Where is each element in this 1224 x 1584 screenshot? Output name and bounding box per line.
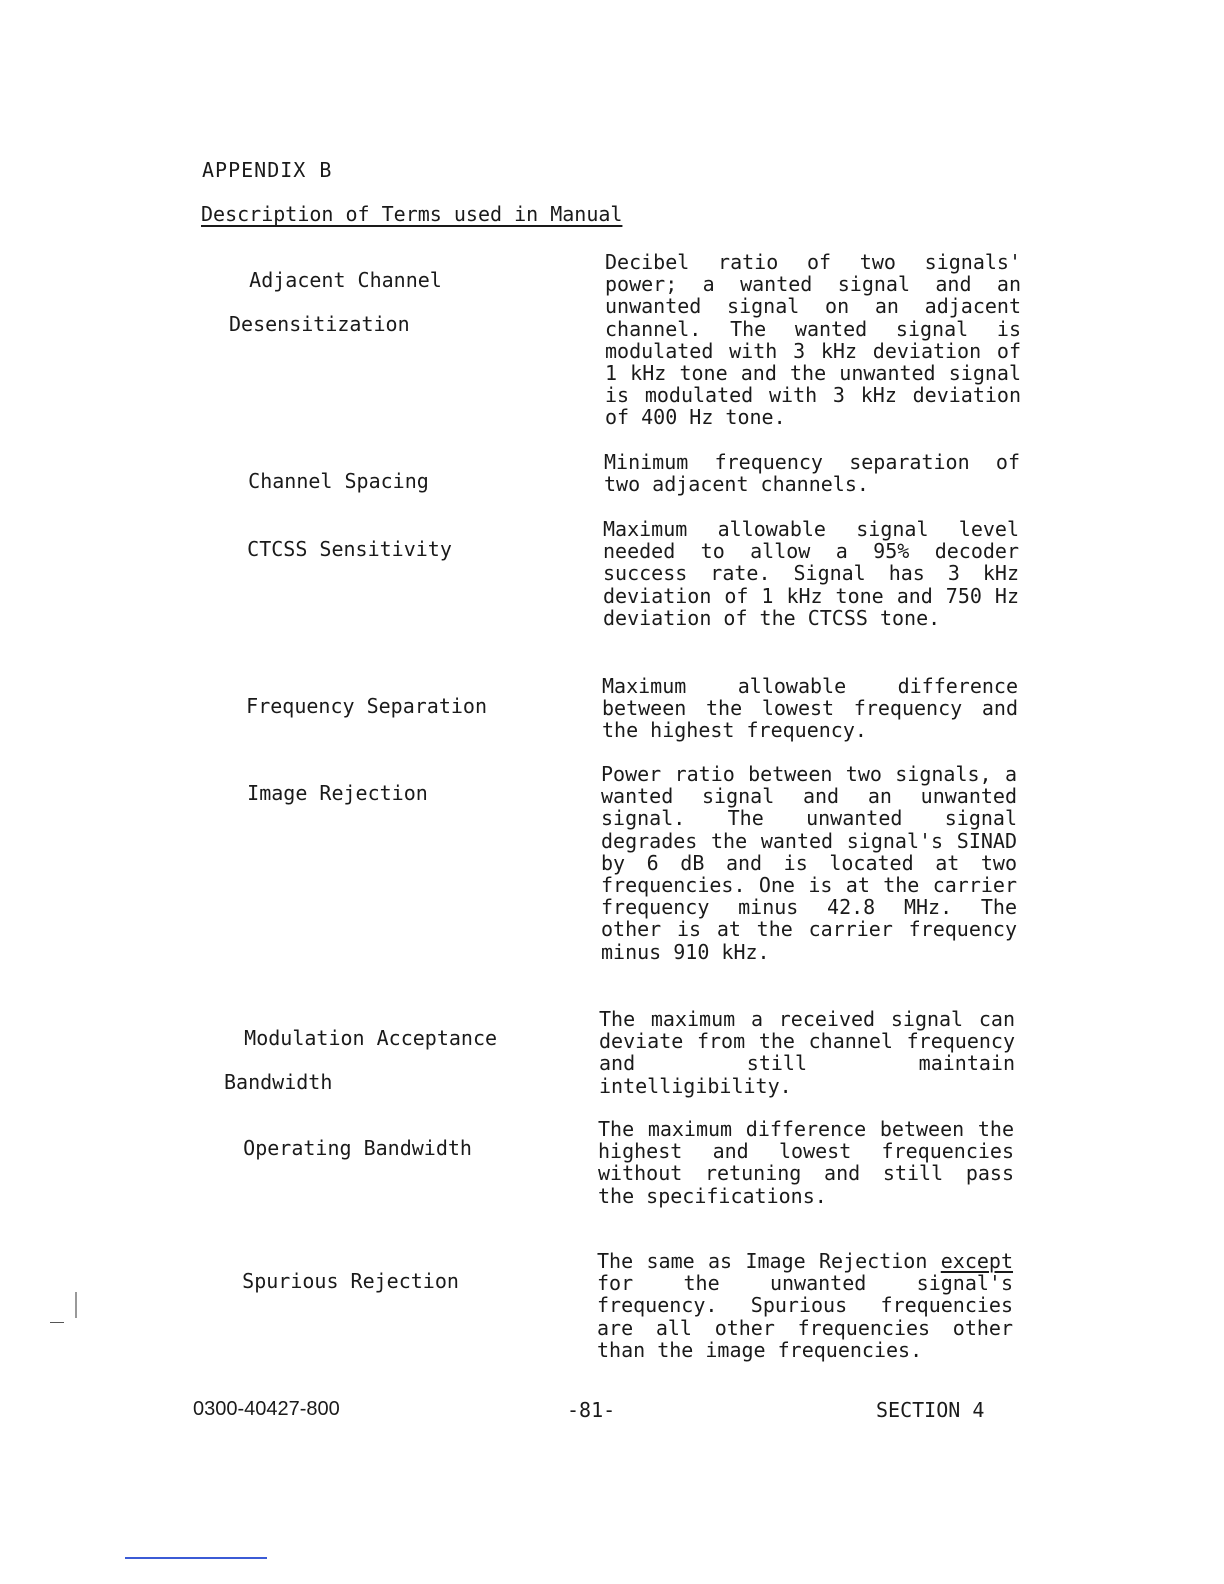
term-operating-bandwidth [195, 1115, 472, 1181]
footer-document-number: 0300-40427-800 [193, 1398, 340, 1420]
term-ctcss-sensitivity [199, 516, 452, 582]
definition-spurious-rejection [597, 1250, 1013, 1361]
term-line1: Frequency Separation [246, 694, 487, 718]
definition-channel-spacing: Minimum frequency separation of two adjacent channels. [604, 450, 1020, 497]
scan-speck-mark [75, 1292, 77, 1318]
term-channel-spacing [200, 448, 429, 514]
footer-section: SECTION 4 [876, 1398, 985, 1422]
term-line1: Adjacent Channel [249, 268, 442, 292]
scan-speck-mark [50, 1322, 64, 1323]
term-line1: CTCSS Sensitivity [247, 537, 452, 561]
definition-ctcss-sensitivity: Maximum allowable signal level needed to allow a 95% decoder success rate. Signal has 3 kHz deviation of 1 kHz tone and 750 Hz deviation of the CTCSS tone. [603, 517, 1019, 630]
appendix-label: APPENDIX B [202, 158, 333, 182]
term-line2: Desensitization [229, 312, 410, 336]
definition-adjacent-channel-desensitization: Decibel ratio of two signals' power; a wanted signal and an unwanted signal on an adjacent channel. The wanted signal is modulated with 3 kHz deviation of 1 kHz tone and the unwanted signal is modulated with 3 kHz deviation of 400 Hz tone. [605, 250, 1021, 430]
term-spurious-rejection [194, 1248, 459, 1314]
definition-text-post: for the unwanted signal's frequency. Spurious frequencies are all other frequencies other than the image frequencies. [597, 1271, 1013, 1362]
definition-text-underlined: except [940, 1249, 1014, 1273]
definition-text-pre: The same as Image Rejection [597, 1249, 928, 1273]
definition-image-rejection: Power ratio between two signals, a wanted signal and an unwanted signal. The unwanted signal degrades the wanted signal's SINAD by 6 dB and is located at two frequencies. One is at the carrier frequency minus 42.8 MHz. The other is at the carrier frequency minus 910 kHz. [601, 762, 1017, 964]
term-image-rejection [199, 760, 428, 826]
definition-operating-bandwidth: The maximum difference between the highest and lowest frequencies without retuning and still pass the specifications. [598, 1117, 1014, 1208]
term-line1: Spurious Rejection [242, 1269, 459, 1293]
term-frequency-separation [198, 673, 487, 739]
scan-line-mark [125, 1557, 267, 1559]
term-line1: Modulation Acceptance [244, 1026, 498, 1050]
term-line2: Bandwidth [224, 1070, 333, 1094]
term-line1: Image Rejection [247, 781, 428, 805]
term-line1: Channel Spacing [248, 469, 429, 493]
definition-modulation-acceptance-bandwidth: The maximum a received signal can deviate from the channel frequency and still maintain intelligibility. [599, 1007, 1015, 1098]
term-adjacent-channel-desensitization [201, 247, 442, 379]
term-line1: Operating Bandwidth [243, 1136, 472, 1160]
footer-page-number: -81- [567, 1398, 616, 1422]
section-heading: Description of Terms used in Manual [201, 202, 623, 226]
definition-frequency-separation: Maximum allowable difference between the lowest frequency and the highest frequency. [602, 674, 1018, 743]
